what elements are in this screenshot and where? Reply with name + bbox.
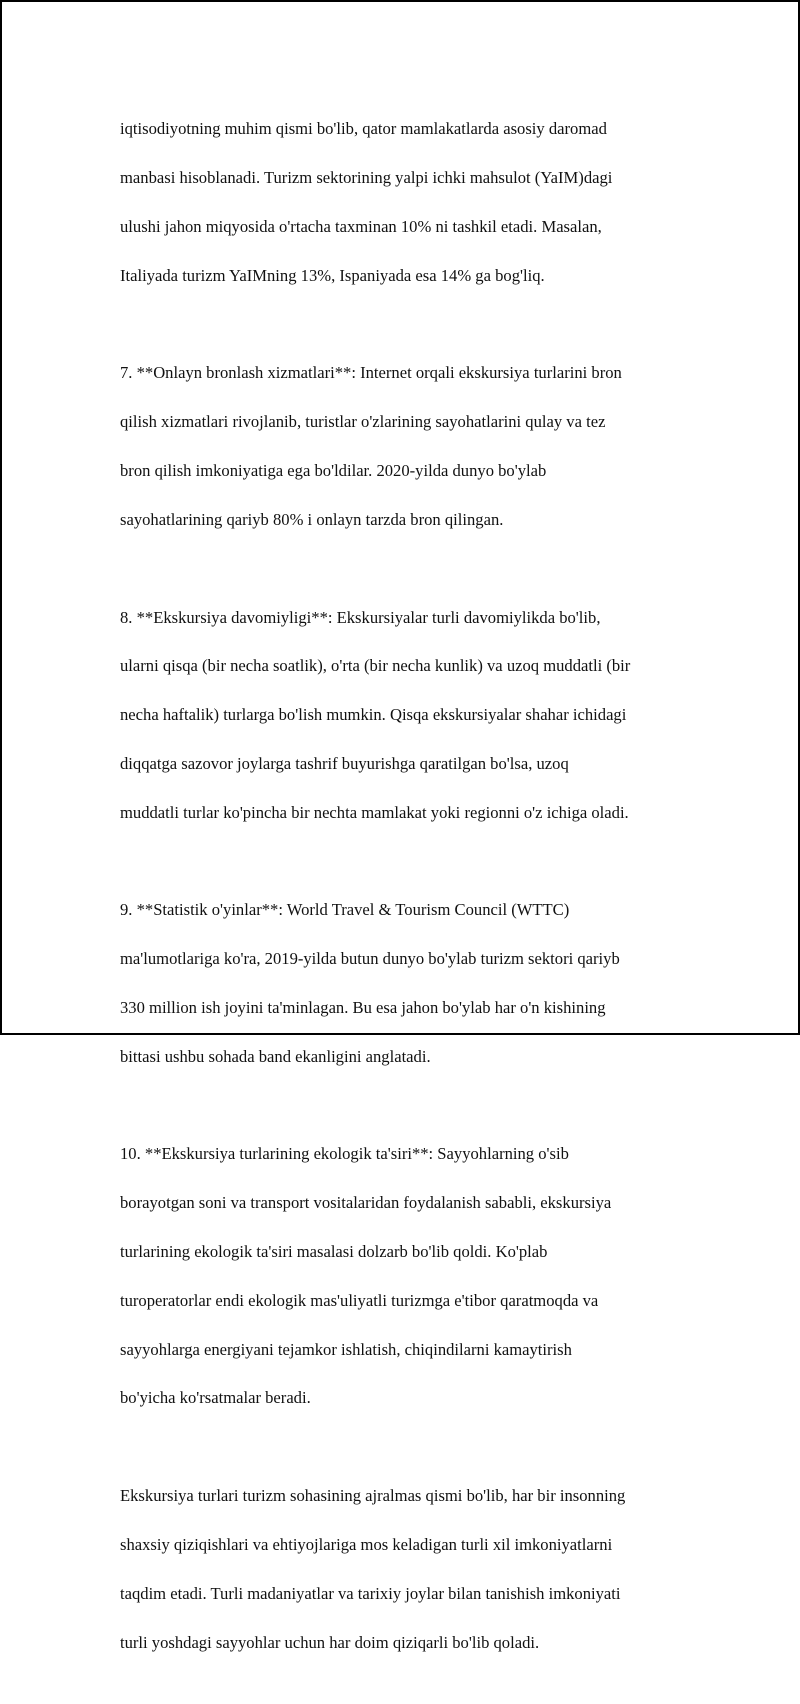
text-line: turlarining ekologik ta'siri masalasi dolzarb bo'lib qoldi. Ko'plab: [120, 1242, 548, 1262]
text-line: 7. **Onlayn bronlash xizmatlari**: Internet orqali ekskursiya turlarini bron: [120, 363, 622, 383]
text-line: sayohatlarining qariyb 80% i onlayn tarzda bron qilingan.: [120, 509, 504, 529]
text-line: ularni qisqa (bir necha soatlik), o'rta (bir necha kunlik) va uzoq muddatli (bir: [120, 656, 631, 676]
text-line: iqtisodiyotning muhim qismi bo'lib, qator mamlakatlarda asosiy daromad: [120, 119, 607, 139]
text-line: 9. **Statistik o'yinlar**: World Travel & Tourism Council (WTTC): [120, 900, 570, 920]
paragraph-item-9: [120, 874, 694, 1094]
text-line: bittasi ushbu sohada band ekanligini anglatadi.: [120, 1046, 431, 1066]
text-line: ulushi jahon miqyosida o'rtacha taxminan 10% ni tashkil etadi. Masalan,: [120, 217, 602, 237]
text-line: sayyohlarga energiyani tejamkor ishlatish, chiqindilarni kamaytirish: [120, 1339, 572, 1359]
text-line: shaxsiy qiziqishlari va ehtiyojlariga mos keladigan turli xil imkoniyatlarni: [120, 1534, 613, 1554]
text-line: 8. **Ekskursiya davomiyligi**: Ekskursiyalar turli davomiylikda bo'lib,: [120, 607, 601, 627]
text-line: 330 million ish joyini ta'minlagan. Bu esa jahon bo'ylab har o'n kishining: [120, 997, 606, 1017]
paragraph-item-7: [120, 337, 694, 557]
document-body: [120, 93, 694, 1704]
text-line: Italiyada turizm YaIMning 13%, Ispaniyada esa 14% ga bog'liq.: [120, 265, 545, 285]
text-line: turoperatorlar endi ekologik mas'uliyatli turizmga e'tibor qaratmoqda va: [120, 1290, 599, 1310]
text-line: bo'yicha ko'rsatmalar beradi.: [120, 1388, 311, 1408]
text-line: bron qilish imkoniyatiga ega bo'ldilar. 2020-yilda dunyo bo'ylab: [120, 461, 547, 481]
paragraph-conclusion: [120, 1460, 694, 1680]
text-line: turli yoshdagi sayyohlar uchun har doim qiziqarli bo'lib qoladi.: [120, 1632, 540, 1652]
text-line: necha haftalik) turlarga bo'lish mumkin. Qisqa ekskursiyalar shahar ichidagi: [120, 705, 627, 725]
text-line: qilish xizmatlari rivojlanib, turistlar o'zlarining sayohatlarini qulay va tez: [120, 412, 606, 432]
text-line: Ekskursiya turlari turizm sohasining ajralmas qismi bo'lib, har bir insonning: [120, 1486, 626, 1506]
text-line: taqdim etadi. Turli madaniyatlar va tarixiy joylar bilan tanishish imkoniyati: [120, 1583, 621, 1603]
text-line: 10. **Ekskursiya turlarining ekologik ta'siri**: Sayyohlarning o'sib: [120, 1144, 569, 1164]
text-line: manbasi hisoblanadi. Turizm sektorining yalpi ichki mahsulot (YaIM)dagi: [120, 168, 613, 188]
text-line: borayotgan soni va transport vositalaridan foydalanish sababli, ekskursiya: [120, 1193, 612, 1213]
paragraph-intro-continuation: [120, 93, 694, 313]
text-line: ma'lumotlariga ko'ra, 2019-yilda butun dunyo bo'ylab turizm sektori qariyb: [120, 949, 620, 969]
text-line: muddatli turlar ko'pincha bir nechta mamlakat yoki regionni o'z ichiga oladi.: [120, 802, 629, 822]
paragraph-item-10: [120, 1118, 694, 1435]
text-line: diqqatga sazovor joylarga tashrif buyurishga qaratilgan bo'lsa, uzoq: [120, 753, 569, 773]
paragraph-item-8: [120, 581, 694, 849]
